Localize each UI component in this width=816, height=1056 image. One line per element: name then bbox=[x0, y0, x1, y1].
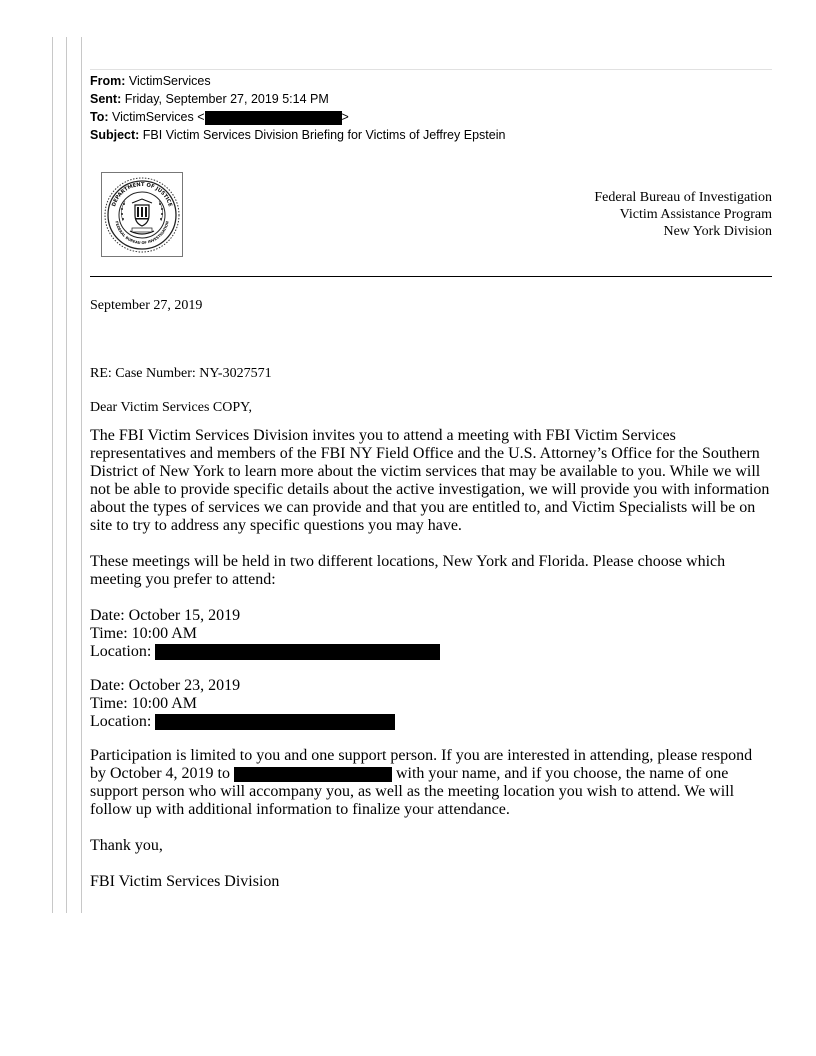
meeting-2-location-label: Location: bbox=[90, 713, 152, 730]
sent-label: Sent: bbox=[90, 92, 122, 106]
from-line bbox=[90, 72, 772, 90]
meeting-1-date: Date: October 15, 2019 bbox=[90, 607, 241, 624]
to-label: To: bbox=[90, 110, 109, 124]
letter-body bbox=[90, 427, 772, 909]
sent-line bbox=[90, 90, 772, 108]
subject-label: Subject: bbox=[90, 128, 140, 142]
redaction-location-1 bbox=[155, 644, 440, 660]
email-header bbox=[90, 69, 772, 144]
redaction-contact-email bbox=[234, 767, 392, 782]
signature: FBI Victim Services Division bbox=[90, 873, 280, 890]
meeting-2-date: Date: October 23, 2019 bbox=[90, 677, 241, 694]
seal-text-top: DEPARTMENT OF JUSTICE bbox=[111, 181, 173, 208]
quote-bar-1 bbox=[52, 37, 53, 913]
subject-line bbox=[90, 126, 772, 144]
seal-text-bottom: FEDERAL BUREAU OF INVESTIGATION bbox=[114, 220, 170, 246]
paragraph-participation bbox=[90, 747, 772, 819]
redaction-location-2 bbox=[155, 714, 395, 730]
from-value: VictimServices bbox=[128, 74, 211, 88]
to-value: VictimServices < bbox=[112, 110, 205, 124]
participation-text-1: Participation is limited to you and one support person. If you are interested in attending, please respond by October 4, 2019 to bbox=[90, 747, 753, 782]
paragraph-invitation: The FBI Victim Services Division invites you to attend a meeting with FBI Victim Services representatives and members of the FBI NY Field Office and the U.S. Attorney’s Office for the Southern District of New York to learn more about the victim services that may be available to you. While we will not be able to provide specific details about the active investigation, we will provide you with information about the types of services we can provide and that you are entitled to, and Victim Specialists will be on site to try to address any specific questions you may have. bbox=[90, 427, 770, 534]
meeting-1-location-label: Location: bbox=[90, 643, 152, 660]
redaction-to-address bbox=[205, 111, 342, 125]
paragraph-locations: These meetings will be held in two different locations, New York and Florida. Please choose which meeting you prefer to attend: bbox=[90, 553, 726, 588]
quote-bar-2 bbox=[66, 37, 67, 913]
re-line: RE: Case Number: NY-3027571 bbox=[90, 366, 272, 381]
sent-value: Friday, September 27, 2019 5:14 PM bbox=[124, 92, 329, 106]
participation-text-2: with your name, and if you choose, the name of one support person who will accompany you, as well as the meeting location you wish to attend. We will follow up with additional information to finalize your attendance. bbox=[90, 765, 735, 818]
subject-value: FBI Victim Services Division Briefing for Victims of Jeffrey Epstein bbox=[142, 128, 506, 142]
closing: Thank you, bbox=[90, 837, 163, 854]
meeting-block-2 bbox=[90, 677, 772, 731]
salutation: Dear Victim Services COPY, bbox=[90, 400, 252, 415]
agency-line-3: New York Division bbox=[663, 224, 772, 239]
agency-line-1: Federal Bureau of Investigation bbox=[594, 190, 772, 205]
fbi-seal-icon bbox=[102, 173, 182, 256]
to-line bbox=[90, 108, 772, 126]
letter-date: September 27, 2019 bbox=[90, 298, 203, 313]
quote-bar-3 bbox=[81, 37, 82, 913]
agency-block bbox=[594, 189, 772, 240]
meeting-2-time: Time: 10:00 AM bbox=[90, 695, 197, 712]
svg-text:DEPARTMENT OF JUSTICE bbox=[111, 182, 173, 208]
to-close: > bbox=[341, 110, 349, 124]
letterhead-divider bbox=[90, 276, 772, 277]
seal-frame bbox=[101, 172, 183, 257]
agency-line-2: Victim Assistance Program bbox=[619, 207, 772, 222]
meeting-block-1 bbox=[90, 607, 772, 661]
from-label: From: bbox=[90, 74, 126, 88]
meeting-1-time: Time: 10:00 AM bbox=[90, 625, 197, 642]
